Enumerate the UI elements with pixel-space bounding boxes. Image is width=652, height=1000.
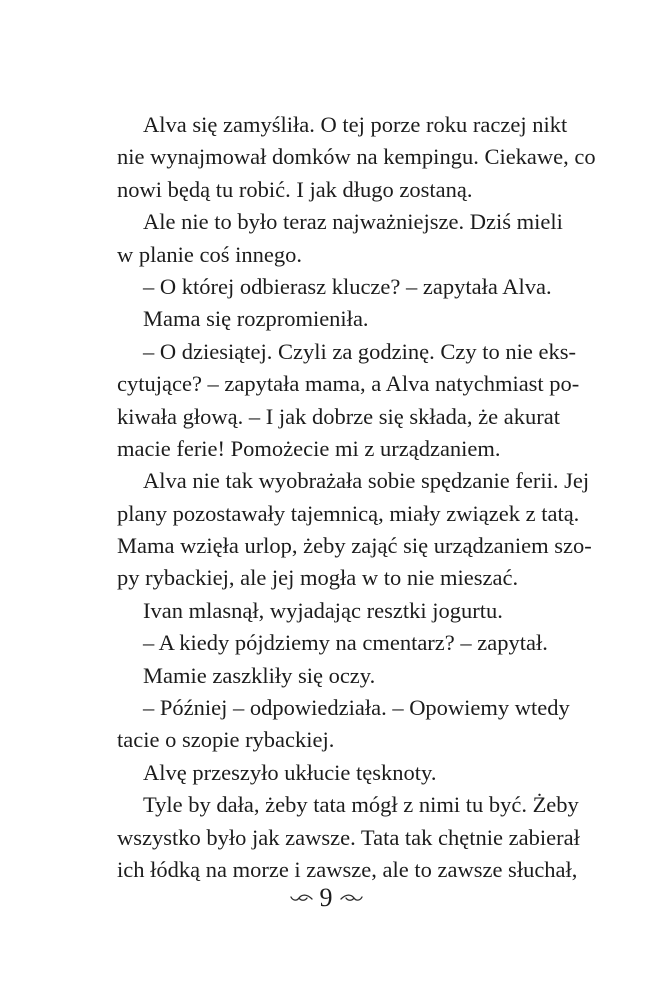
text-line: – O której odbierasz klucze? – zapytała Alva. (143, 273, 552, 299)
text-line: Mama wzięła urlop, żeby zająć się urządzaniem szo- (117, 533, 592, 559)
paragraph (117, 692, 570, 757)
text-line: Alvę przeszyło ukłucie tęsknoty. (143, 759, 437, 785)
text-line: nie wynajmował domków na kempingu. Ciekawe, co (117, 144, 596, 170)
text-line: Tyle by dała, żeby tata mógł z nimi tu być. Żeby (143, 792, 579, 818)
text-line: py rybackiej, ale jej mogła w to nie mieszać. (117, 565, 519, 591)
text-line: – A kiedy pójdziemy na cmentarz? – zapytał. (143, 630, 548, 656)
paragraph (117, 271, 552, 303)
text-line: plany pozostawały tajemnicą, miały związek z tatą. (117, 500, 580, 526)
paragraph (117, 206, 563, 271)
text-line: kiwała głową. – I jak dobrze się składa, że akurat (117, 403, 560, 429)
flourish-icon-left (288, 891, 314, 905)
text-line: macie ferie! Pomożecie mi z urządzaniem. (117, 435, 501, 461)
text-line: – O dziesiątej. Czyli za godzinę. Czy to nie eks- (143, 338, 576, 364)
text-line: w planie coś innego. (117, 241, 302, 267)
paragraph (117, 595, 547, 627)
flourish-icon-right (339, 891, 365, 905)
page-number: 9 (319, 883, 333, 912)
paragraph (117, 627, 547, 659)
paragraph (117, 109, 596, 206)
text-line: cytujące? – zapytała mama, a Alva natychmiast po- (117, 371, 580, 397)
paragraph (117, 303, 547, 335)
paragraph (117, 789, 580, 886)
text-line: Alva nie tak wyobrażała sobie spędzanie ferii. Jej (143, 468, 590, 494)
text-line: Ale nie to było teraz najważniejsze. Dziś mieli (143, 209, 563, 235)
text-line: nowi będą tu robić. I jak długo zostaną. (117, 176, 473, 202)
text-line: Mama się rozpromieniła. (143, 306, 369, 332)
text-line: Ivan mlasnął, wyjadając resztki jogurtu. (143, 597, 503, 623)
body-text (117, 109, 596, 886)
text-line: ich łódką na morze i zawsze, ale to zawsze słuchał, (117, 856, 578, 882)
page-folio (0, 880, 652, 916)
paragraph (117, 757, 547, 789)
paragraph (117, 336, 580, 466)
text-line: Mamie zaszkliły się oczy. (143, 662, 376, 688)
paragraph (117, 660, 547, 692)
text-line: wszystko było jak zawsze. Tata tak chętnie zabierał (117, 824, 580, 850)
text-line: Alva się zamyśliła. O tej porze roku raczej nikt (143, 112, 568, 137)
text-line: tacie o szopie rybackiej. (117, 727, 335, 753)
paragraph (117, 465, 592, 595)
text-line: – Później – odpowiedziała. – Opowiemy wtedy (143, 695, 570, 721)
